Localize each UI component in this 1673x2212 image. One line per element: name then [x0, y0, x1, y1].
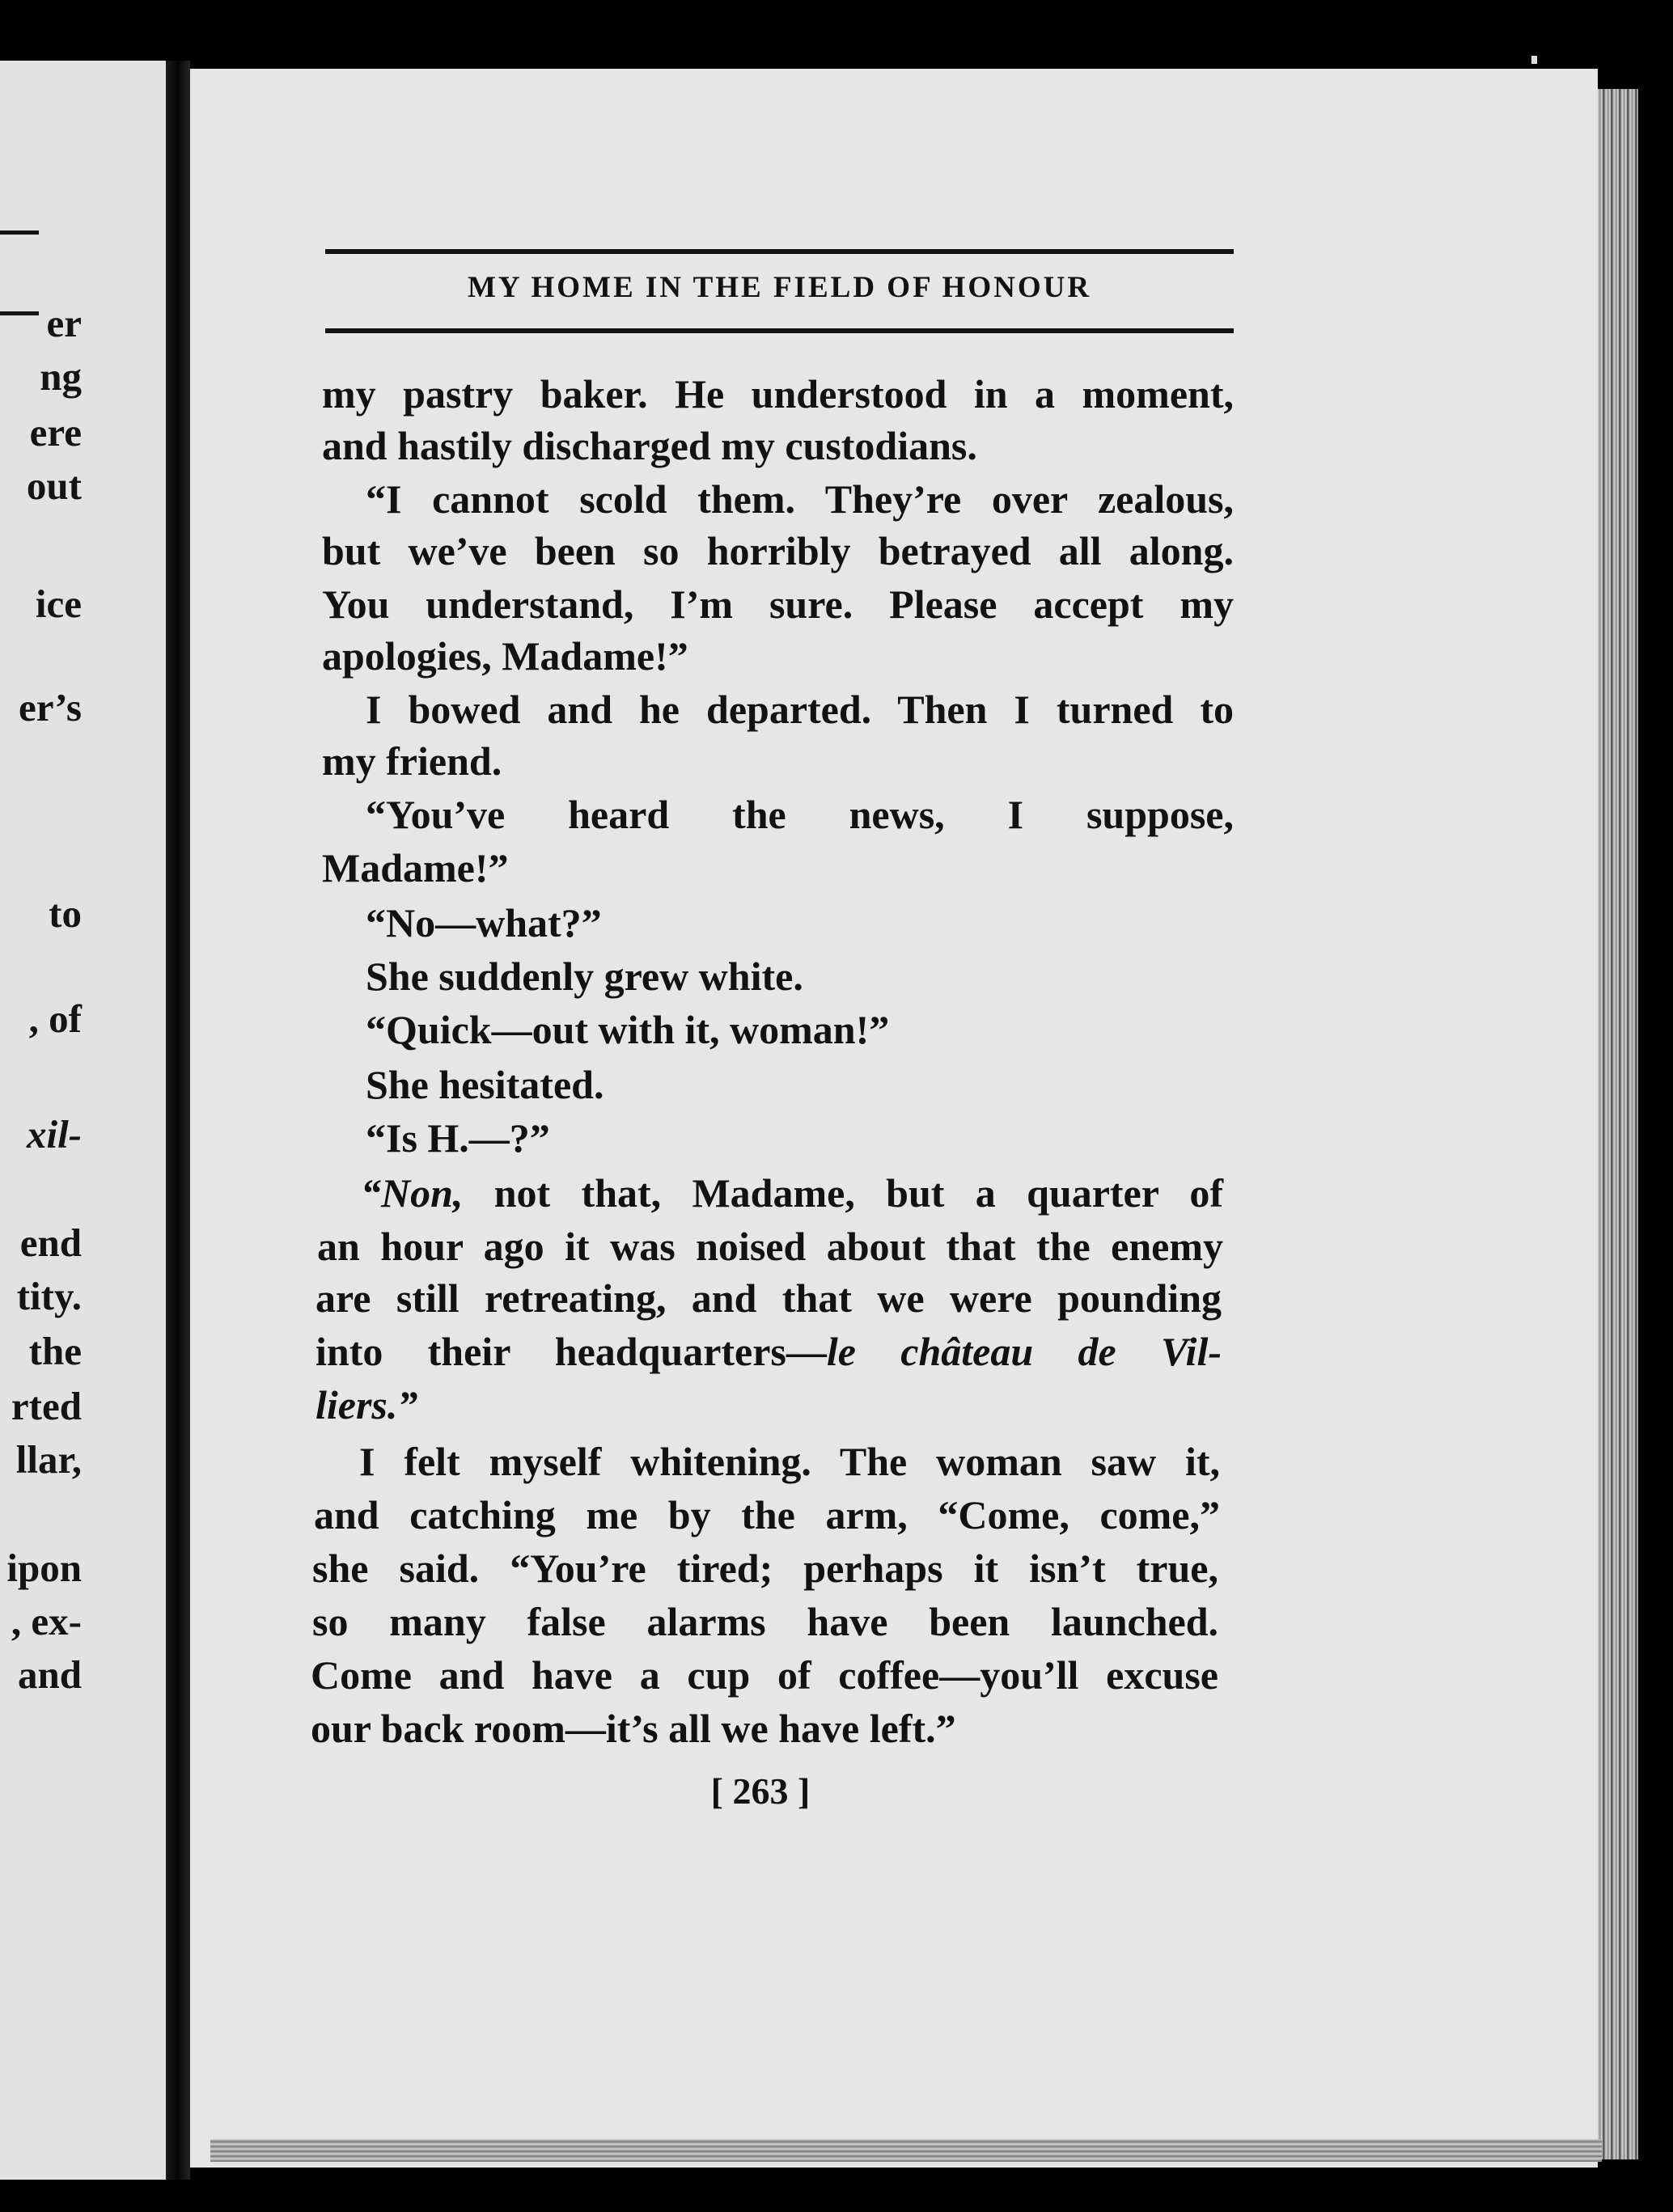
text-line: [317, 1226, 1223, 1267]
text-line: [359, 1441, 1220, 1482]
running-head: MY HOME IN THE FIELD OF HONOUR: [467, 271, 1092, 304]
text-line: [311, 1708, 956, 1749]
text-line: [322, 582, 1234, 627]
text-segment: apologies, Madame!”: [322, 633, 688, 679]
text-segment: my pastry baker. He understood in a moment,: [322, 371, 1234, 417]
text-segment: “Quick—out with it, woman!”: [366, 1007, 890, 1052]
text-line: [366, 794, 1234, 835]
left-page-fragment: ice: [35, 582, 82, 626]
text-segment: “Is H.—?”: [366, 1115, 550, 1161]
text-line: [322, 425, 977, 466]
left-page-fragment: out: [26, 463, 82, 508]
italic-text: le château de Vil-: [826, 1329, 1222, 1374]
text-line: [366, 476, 1234, 522]
italic-text: “Non,: [361, 1170, 464, 1216]
text-line: [312, 1601, 1218, 1642]
text-segment: I felt myself whitening. The woman saw it,: [359, 1439, 1220, 1484]
text-segment: an hour ago it was noised about that the enemy: [317, 1224, 1223, 1269]
left-page-fragment: to: [49, 891, 82, 936]
text-segment: She hesitated.: [366, 1062, 604, 1107]
scan-mark: [1531, 56, 1537, 64]
page-edges: [1598, 89, 1638, 2159]
text-line: [316, 1275, 1222, 1321]
book-gutter: [166, 61, 190, 2180]
text-segment: “You’ve heard the news, I suppose,: [366, 792, 1234, 837]
italic-text: liers.”: [316, 1382, 418, 1427]
text-line: [366, 1064, 604, 1105]
text-line: [322, 633, 688, 679]
text-line: [366, 900, 602, 945]
text-segment: I bowed and he departed. Then I turned to: [366, 687, 1234, 732]
left-page-rule: [0, 231, 39, 235]
left-page-fragment: the: [28, 1329, 82, 1373]
text-segment: Come and have a cup of coffee—you’ll excuse: [311, 1652, 1218, 1698]
left-page-fragment: , ex-: [11, 1599, 82, 1643]
left-page-fragment: ng: [40, 354, 82, 399]
left-facing-page: [0, 61, 166, 2180]
text-line: [322, 845, 509, 890]
text-line: [366, 1009, 889, 1050]
text-segment: You understand, I’m sure. Please accept my: [322, 582, 1234, 627]
header-top-rule: [325, 249, 1234, 254]
text-line: [361, 1170, 1223, 1216]
text-line: [322, 528, 1234, 573]
text-segment: into their headquarters—: [316, 1329, 827, 1374]
text-line: [316, 1331, 1222, 1372]
text-line: [312, 1546, 1218, 1591]
left-page-fragment: tity.: [16, 1274, 82, 1318]
text-line: [322, 738, 502, 784]
text-segment: are still retreating, and that we were pounding: [316, 1275, 1222, 1321]
text-segment: my friend.: [322, 738, 502, 784]
text-segment: she said. “You’re tired; perhaps it isn’t true,: [312, 1546, 1218, 1591]
text-segment: “I cannot scold them. They’re over zealous,: [366, 476, 1234, 522]
left-page-fragment: and: [17, 1652, 82, 1697]
text-segment: so many false alarms have been launched.: [312, 1599, 1218, 1644]
left-page-fragment: er’s: [19, 685, 82, 730]
header-bottom-rule: [325, 328, 1234, 333]
left-page-fragment: ipon: [6, 1546, 82, 1590]
left-page-fragment: , of: [28, 996, 82, 1041]
text-segment: but we’ve been so horribly betrayed all along.: [322, 528, 1234, 573]
text-line: [322, 371, 1234, 417]
text-segment: and hastily discharged my custodians.: [322, 423, 977, 468]
text-line: [366, 954, 803, 999]
text-segment: “No—what?”: [366, 900, 602, 945]
text-segment: She suddenly grew white.: [366, 954, 803, 999]
text-line: [316, 1382, 418, 1427]
text-line: [311, 1652, 1218, 1698]
text-segment: not that, Madame, but a quarter of: [463, 1170, 1223, 1216]
page-bottom-edges: [210, 2139, 1602, 2162]
left-page-fragment: rted: [11, 1384, 82, 1428]
left-page-fragment: llar,: [15, 1437, 82, 1482]
left-page-fragment: ere: [29, 410, 82, 455]
text-segment: our back room—it’s all we have left.”: [311, 1706, 956, 1751]
left-page-fragment: end: [19, 1220, 82, 1265]
text-segment: and catching me by the arm, “Come, come,”: [314, 1492, 1220, 1537]
left-page-fragment: er: [46, 301, 82, 345]
text-line: [366, 1115, 550, 1161]
left-page-fragment: xil-: [26, 1112, 82, 1157]
text-line: [366, 689, 1234, 730]
text-segment: Madame!”: [322, 845, 509, 890]
page-number: [ 263 ]: [710, 1770, 811, 1812]
left-page-rule: [0, 311, 39, 315]
text-line: [314, 1492, 1220, 1537]
